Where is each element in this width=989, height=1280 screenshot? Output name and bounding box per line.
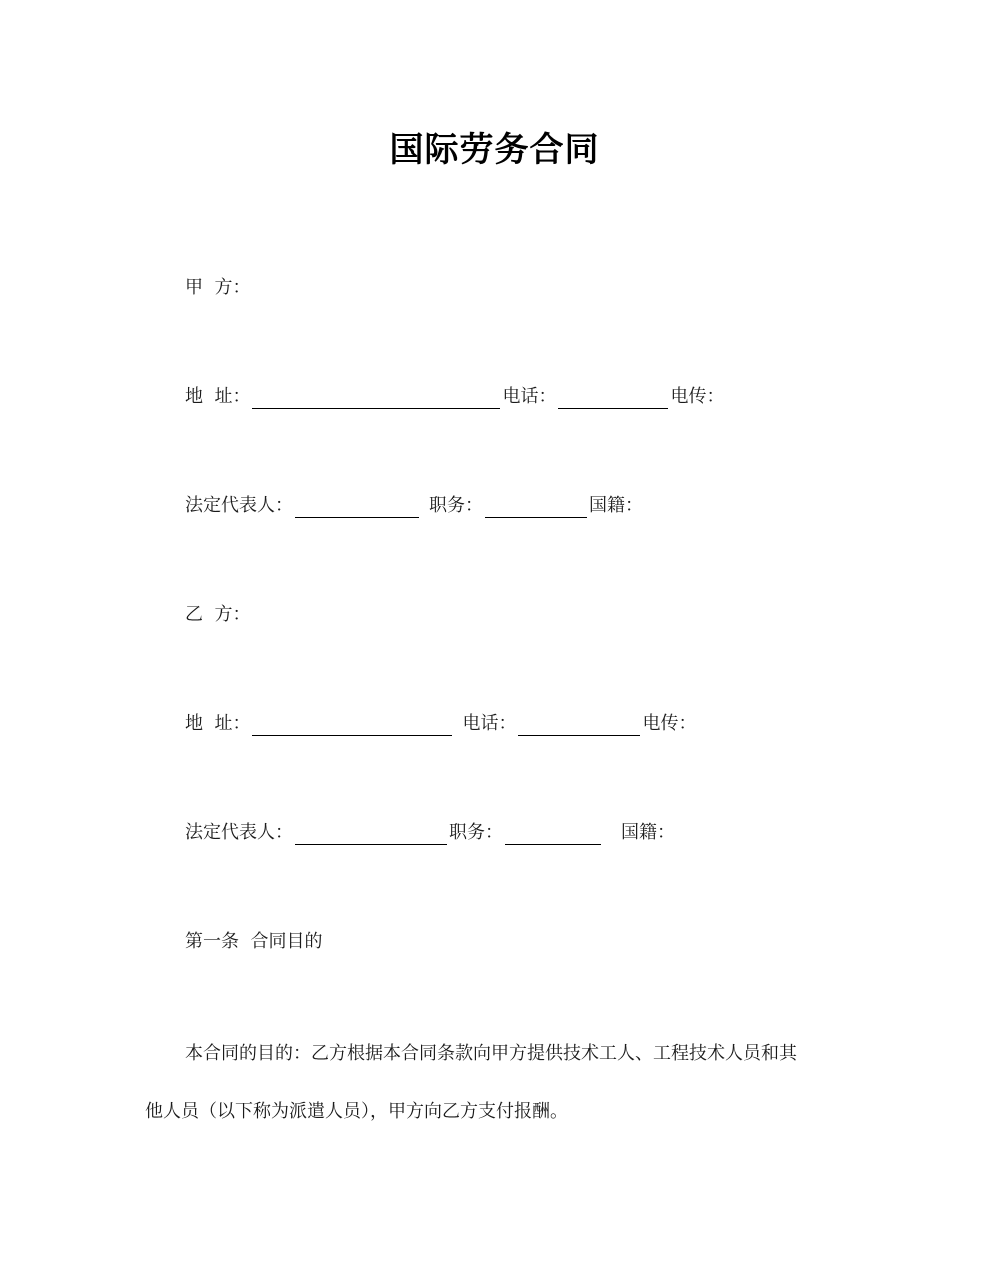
party-a-phone-field[interactable] xyxy=(558,390,668,409)
party-b-line xyxy=(185,603,250,627)
party-b-address-line xyxy=(185,712,696,736)
party-b-rep-field[interactable] xyxy=(295,826,447,845)
article-1-body-line-1: 本合同的目的：乙方根据本合同条款向甲方提供技术工人、工程技术人员和其 xyxy=(185,1043,797,1064)
party-b-label: 乙 方： xyxy=(185,604,251,625)
article-1-body-line-2: 他人员（以下称为派遣人员），甲方向乙方支付报酬。 xyxy=(145,1101,568,1122)
party-a-rep-field[interactable] xyxy=(295,499,419,518)
party-a-rep-label: 法定代表人： xyxy=(185,495,293,516)
party-b-address-field[interactable] xyxy=(252,717,452,736)
party-b-nationality-label: 国籍： xyxy=(621,822,675,843)
article-1-heading: 第一条 合同目的 xyxy=(185,931,323,952)
party-a-fax-label: 电传： xyxy=(670,386,725,407)
party-b-position-field[interactable] xyxy=(505,826,601,845)
party-a-address-field[interactable] xyxy=(252,390,500,409)
article-1-body xyxy=(145,1025,845,1141)
party-a-phone-label: 电话： xyxy=(502,386,557,407)
party-b-fax-label: 电传： xyxy=(642,713,697,734)
party-b-position-label: 职务： xyxy=(449,822,503,843)
party-a-line xyxy=(185,276,250,300)
party-a-position-label: 职务： xyxy=(429,495,483,516)
party-a-nationality-label: 国籍： xyxy=(589,495,643,516)
party-a-rep-line xyxy=(185,494,643,518)
document-title: 国际劳务合同 xyxy=(389,130,600,170)
party-a-address-label: 地 址： xyxy=(185,386,251,407)
party-b-rep-line xyxy=(185,821,675,845)
party-b-phone-label: 电话： xyxy=(462,713,517,734)
party-a-label: 甲 方： xyxy=(185,277,251,298)
party-b-address-label: 地 址： xyxy=(185,713,251,734)
party-a-position-field[interactable] xyxy=(485,499,587,518)
party-b-phone-field[interactable] xyxy=(518,717,640,736)
party-a-address-line xyxy=(185,385,724,409)
party-b-rep-label: 法定代表人： xyxy=(185,822,293,843)
article-1-heading-line xyxy=(185,930,322,954)
